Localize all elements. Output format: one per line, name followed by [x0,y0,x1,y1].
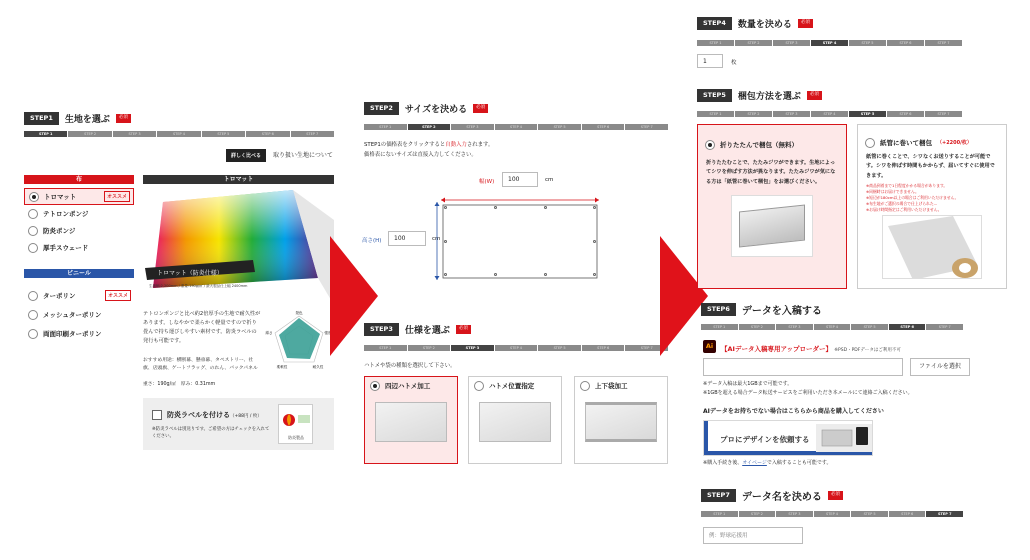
flame-label-price: （+88円 / 枚） [230,414,262,419]
progress-step: STEP 1 [697,111,734,117]
progress-step: STEP 3 [451,345,494,351]
grommet [593,240,596,243]
compare-button[interactable]: 詳しく比べる [226,149,266,162]
file-path-field[interactable] [703,358,903,376]
radio-selected[interactable] [29,192,39,202]
step6-label: STEP6 [701,303,736,316]
step4-header [697,17,813,30]
step3-header [364,323,471,336]
progress-step: STEP 6 [582,124,625,130]
fabric-option-mesh-tarpaulin[interactable] [24,306,134,323]
progress-step: STEP 3 [776,511,813,517]
radar-axis-label: 強度 [324,331,332,335]
note-text: されます。 [466,142,494,148]
banner-outline [443,205,597,278]
size-note-2: 価格表にないサイズは直接入力してください。 [364,151,477,158]
progress-step: STEP 5 [202,131,245,137]
fabric-option-double-tarpaulin[interactable] [24,325,134,342]
file-select-button[interactable]: ファイルを選択 [910,358,970,376]
flame-label-checkbox[interactable] [152,410,162,420]
fabric-label: テトロンポンジ [43,210,89,218]
size-instructions [364,141,493,160]
care-link[interactable]: 取り扱い生地について [273,152,333,159]
fabric-description: テトロンポンジと比べ約2倍厚手の生地で耐久性があります。しなやかで柔らかく軽量ですので折り畳んで持ち運びしやすい素材です。防炎ラベルの発行も可能です。 [143,311,261,345]
recommend-tag: オススメ [104,191,130,202]
fabric-label: 厚手スウェード [43,244,89,252]
illustrator-icon: Ai [703,340,716,353]
step6-header [701,302,822,317]
progress-step: STEP 1 [701,511,738,517]
spec-preview-image [479,402,551,442]
radar-axis-label: 柔軟性 [276,365,288,369]
progress-step: STEP 2 [739,324,776,330]
radar-axis-label: 薄さ [265,331,273,335]
packing-image [882,215,982,279]
packing-image [731,195,813,257]
progress-step: STEP 2 [408,345,451,351]
progress-step: STEP 3 [773,40,810,46]
progress-step: STEP 3 [451,124,494,130]
quantity-input[interactable]: 1 [697,54,723,68]
progress-step: STEP 4 [495,345,538,351]
flame-label-title [167,410,262,420]
progress-step: STEP 6 [582,345,625,351]
required-badge: 必須 [807,91,822,100]
upload-note-2: ※1GBを超える場合データ転送サービスをご利用いただき本メールにて連絡ご入稿ください。 [703,390,913,396]
progress-step: STEP 6 [889,324,926,330]
note-highlight: 自動入力 [445,142,467,148]
note-text: で入稿することも可能です。 [766,460,832,466]
fabric-list-vinyl [24,287,134,342]
step5-header [697,89,822,102]
required-badge: 必須 [828,491,843,500]
spec-option-pole-pocket[interactable] [574,376,668,464]
progress-step: STEP 1 [697,40,734,46]
size-diagram [433,196,605,284]
step4-progress-bar [697,40,962,46]
purchase-note [703,459,831,467]
radio-selected[interactable] [705,140,715,150]
fabric-label: 防炎ポンジ [43,227,76,235]
packing-price: （+2200/枚） [937,140,972,146]
progress-step: STEP 6 [887,111,924,117]
fabric-label: 両面印刷ターポリン [43,330,102,338]
fabric-list-cloth [24,188,134,256]
note-text: STEP1の価格表をクリックすると [364,142,446,148]
spec-option-four-side-grommet[interactable] [364,376,458,464]
progress-step: STEP 4 [811,111,848,117]
progress-step: STEP 6 [887,40,924,46]
spec-label: 四辺ハトメ加工 [385,382,431,390]
progress-step: STEP 7 [625,124,668,130]
fabric-uses: おすすめ用途：横断幕、懸垂幕、タペストリー、社旗、店頭旗、ゲートフラッグ、のれん、バックパネル [143,358,258,372]
step1-header [24,112,131,125]
progress-step: STEP 4 [811,40,848,46]
grommet [593,273,596,276]
flame-label-text: 防炎ラベルを付ける [167,411,230,419]
width-unit: cm [545,177,554,183]
mypage-link[interactable]: オイページ [742,460,767,466]
progress-step: STEP 1 [24,131,67,137]
no-ai-data-heading: AIデータをお持ちでない場合はこちらから商品を購入してください [703,408,884,415]
packing-note: ※布生地がご選択の場合で仕上げられた... [866,200,938,206]
packing-title: 折りたたんで梱包（無料） [720,141,798,149]
spec-preview-image [375,402,447,442]
progress-step: STEP 5 [851,324,888,330]
fabric-option-flame-ponji[interactable] [24,222,134,239]
spec-label: 上下袋加工 [595,382,628,390]
size-note-1 [364,141,493,151]
progress-step: STEP 2 [739,511,776,517]
uploader-title [721,344,901,353]
step3-label: STEP3 [364,323,399,336]
radio[interactable] [28,329,38,339]
fabric-label: ターポリン [43,292,76,300]
height-label [362,236,381,244]
progress-step: STEP 2 [68,131,111,137]
uploader-subtitle: ※PSD・PDFデータはご利用不可 [834,348,901,353]
width-input[interactable]: 100 [502,172,538,187]
data-name-input[interactable] [703,527,803,544]
progress-step: STEP 6 [246,131,289,137]
radar-chart [262,308,336,374]
progress-step: STEP 7 [625,345,668,351]
packing-note: ※同梱時はお届けできません。 [866,188,919,194]
spec-option-grommet-position[interactable] [468,376,562,464]
height-unit: cm [432,236,441,242]
fabric-option-suede[interactable] [24,239,134,256]
packing-note: ※商品到着まで1日程度かかる場合があります。 [866,183,948,189]
radio[interactable] [28,291,38,301]
spec-label: ハトメ位置指定 [489,382,535,390]
grommet [494,206,497,209]
packing-title: 紙管に巻いて梱包 [880,139,932,147]
packing-description: 折りたたむことで、たたみジワができます。生地によってシワを伸ばす方法が異なります。たたみジワが気になる方は「紙管に巻いて梱包」をお選びください。 [706,160,836,185]
radio[interactable] [580,381,590,391]
photo-spec: 生地幅:2,200mm / 重量:190g/㎡ / 最大製品仕上幅 2400mm [149,284,248,288]
step5-label: STEP5 [697,89,732,102]
step1-label: STEP1 [24,112,59,125]
grommet [544,273,547,276]
uploader-title-text: 【AIデータ入稿専用アップローダー】 [721,345,832,353]
fabric-label: メッシュターポリン [43,311,102,319]
fabric-label: トロマット [44,193,77,201]
design-request-banner[interactable] [703,420,873,456]
progress-step: STEP 3 [773,111,810,117]
grommet [444,206,447,209]
progress-step: STEP 1 [364,124,407,130]
progress-step: STEP 5 [538,124,581,130]
progress-step: STEP 5 [538,345,581,351]
radio[interactable] [28,310,38,320]
grommet [544,206,547,209]
packing-note: ※お届け時間指定はご利用いただけません。 [866,206,942,212]
height-input[interactable]: 100 [388,231,426,246]
step5-title: 梱包方法を選ぶ [737,92,801,102]
flame-label-box [143,398,334,450]
width-label [479,177,494,185]
radar-area [279,318,320,359]
step6-title: データを入稿する [741,306,822,317]
grommet [444,273,447,276]
progress-step: STEP 4 [814,511,851,517]
step7-progress-bar [701,511,963,517]
flame-label-note: ※防炎ラベルは別送りです。ご希望の方はチェックを入れてください。 [152,427,270,440]
progress-step: STEP 2 [408,124,451,130]
fabric-option-tetron[interactable] [24,205,134,222]
progress-step: STEP 1 [701,324,738,330]
progress-step: STEP 1 [364,345,407,351]
progress-step: STEP 3 [113,131,156,137]
fabric-detail-title: トロマット [143,175,334,184]
progress-step: STEP 5 [849,111,886,117]
progress-step: STEP 3 [776,324,813,330]
progress-step: STEP 4 [814,324,851,330]
progress-step: STEP 5 [851,511,888,517]
step2-title: サイズを決める [404,105,468,115]
grommet [593,206,596,209]
step7-header [701,488,843,503]
step1-progress-bar [24,131,334,137]
progress-step: STEP 2 [735,40,772,46]
packing-note: ※短辺が180cm以上の場合はご利用いただけません。 [866,194,959,200]
progress-step: STEP 6 [889,511,926,517]
progress-step: STEP 7 [926,511,963,517]
progress-step: STEP 2 [735,111,772,117]
step2-header [364,102,488,115]
packing-description: 紙管に巻くことで、シワなくお送りすることが可能です。シワを伸ばす時間もかからず、届いてすぐに使用できます。 [866,154,995,179]
step7-title: データ名を決める [741,492,822,503]
width-label-text: 幅(W) [479,179,495,185]
step4-label: STEP4 [697,17,732,30]
packing-option-roll[interactable] [857,124,1007,289]
fabric-photo [143,190,334,305]
height-label-text: 高さ(H) [362,238,382,244]
progress-step: STEP 7 [291,131,334,137]
flame-badge-image [278,404,313,444]
required-badge: 必須 [456,325,471,334]
color-chart-image [143,190,334,305]
step4-title: 数量を決める [737,20,792,30]
progress-step: STEP 7 [925,111,962,117]
step7-label: STEP7 [701,489,736,502]
packing-option-folded[interactable] [697,124,847,289]
step3-title: 仕様を選ぶ [404,326,450,336]
laptop-image [816,424,872,452]
step2-label: STEP2 [364,102,399,115]
progress-step: STEP 4 [495,124,538,130]
category-cloth: 布 [24,175,134,184]
fabric-weight: 重さ：190g/㎡ 厚み：0.31mm [143,382,216,387]
radar-axis-label: 耐久性 [312,365,324,369]
step6-progress-bar [701,324,963,330]
required-badge: 必須 [116,114,131,123]
radar-axis-label: 発色 [295,311,303,315]
step3-progress-bar [364,345,668,351]
radio[interactable] [28,226,38,236]
progress-step: STEP 5 [849,40,886,46]
radio[interactable] [474,381,484,391]
fabric-option-tromat[interactable] [24,188,134,205]
quantity-unit: 枚 [731,60,737,66]
progress-step: STEP 7 [926,324,963,330]
progress-step: STEP 4 [157,131,200,137]
flame-badge-text: 防炎製品 [288,435,304,440]
upload-note-1: ※データ入稿は最大1GBまで可能です。 [703,381,793,387]
design-request-text: プロにデザインを依頼する [720,435,810,444]
grommet [494,273,497,276]
radio[interactable] [28,209,38,219]
spec-note: ハトメや袋の種類を選択して下さい。 [364,363,456,369]
fabric-option-tarpaulin[interactable] [24,287,134,304]
radio[interactable] [28,243,38,253]
radio[interactable] [865,138,875,148]
step5-progress-bar [697,111,962,117]
radio-selected[interactable] [370,381,380,391]
grommet [444,240,447,243]
category-vinyl: ビニール [24,269,134,278]
packing-notes [858,181,1006,212]
required-badge: 必須 [798,19,813,28]
step2-progress-bar [364,124,668,130]
step1-title: 生地を選ぶ [64,115,110,125]
progress-step: STEP 7 [925,40,962,46]
recommend-tag: オススメ [105,290,131,301]
required-badge: 必須 [473,104,488,113]
photo-caption: トロマット（防炎仕様） [157,270,223,277]
spec-preview-image [585,402,657,442]
note-text: ※購入手続き後、 [703,460,743,466]
arrow-right-icon [330,236,378,356]
